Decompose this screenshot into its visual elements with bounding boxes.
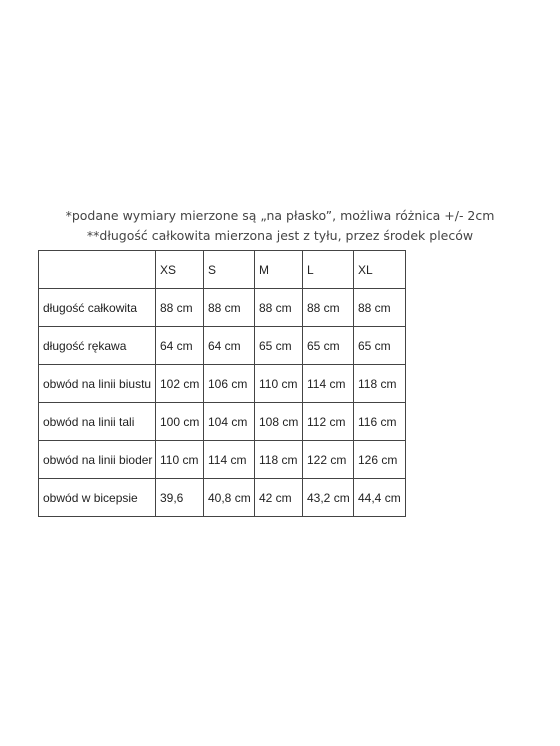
table-cell: 64 cm: [156, 327, 204, 365]
table-cell: 118 cm: [354, 365, 406, 403]
table-cell: 88 cm: [255, 289, 303, 327]
size-chart-table: [38, 250, 406, 517]
table-cell: 114 cm: [204, 441, 255, 479]
table-cell: 112 cm: [303, 403, 354, 441]
table-cell: 116 cm: [354, 403, 406, 441]
table-cell: 114 cm: [303, 365, 354, 403]
row-label: obwód w bicepsie: [39, 479, 156, 517]
note-flat-measurement: *podane wymiary mierzone są „na płasko”, możliwa różnica +/- 2cm: [65, 208, 495, 223]
table-cell: 39,6: [156, 479, 204, 517]
table-cell: 106 cm: [204, 365, 255, 403]
table-row: [39, 441, 406, 479]
table-cell: 88 cm: [156, 289, 204, 327]
table-cell: 122 cm: [303, 441, 354, 479]
table-cell: 64 cm: [204, 327, 255, 365]
table-cell: 88 cm: [303, 289, 354, 327]
header-cell-s: S: [204, 251, 255, 289]
table-header-row: [39, 251, 406, 289]
header-cell-xl: XL: [354, 251, 406, 289]
row-label: obwód na linii tali: [39, 403, 156, 441]
table-cell: 110 cm: [255, 365, 303, 403]
table-cell: 88 cm: [354, 289, 406, 327]
table-cell: 65 cm: [303, 327, 354, 365]
table-cell: 88 cm: [204, 289, 255, 327]
table-cell: 104 cm: [204, 403, 255, 441]
header-cell-empty: [39, 251, 156, 289]
header-cell-m: M: [255, 251, 303, 289]
table-row: [39, 403, 406, 441]
table-cell: 65 cm: [255, 327, 303, 365]
table-cell: 44,4 cm: [354, 479, 406, 517]
header-cell-l: L: [303, 251, 354, 289]
note-total-length: **długość całkowita mierzona jest z tyłu, przez środek pleców: [86, 228, 474, 243]
row-label: obwód na linii bioder: [39, 441, 156, 479]
table-row: [39, 365, 406, 403]
table-cell: 65 cm: [354, 327, 406, 365]
table-cell: 100 cm: [156, 403, 204, 441]
table-cell: 108 cm: [255, 403, 303, 441]
row-label: obwód na linii biustu: [39, 365, 156, 403]
table-row: [39, 327, 406, 365]
table-row: [39, 479, 406, 517]
table-cell: 43,2 cm: [303, 479, 354, 517]
table-cell: 110 cm: [156, 441, 204, 479]
row-label: długość całkowita: [39, 289, 156, 327]
table-row: [39, 289, 406, 327]
table-cell: 118 cm: [255, 441, 303, 479]
table-cell: 42 cm: [255, 479, 303, 517]
size-notes: [0, 206, 560, 246]
table-cell: 102 cm: [156, 365, 204, 403]
table-cell: 126 cm: [354, 441, 406, 479]
header-cell-xs: XS: [156, 251, 204, 289]
table-cell: 40,8 cm: [204, 479, 255, 517]
row-label: długość rękawa: [39, 327, 156, 365]
